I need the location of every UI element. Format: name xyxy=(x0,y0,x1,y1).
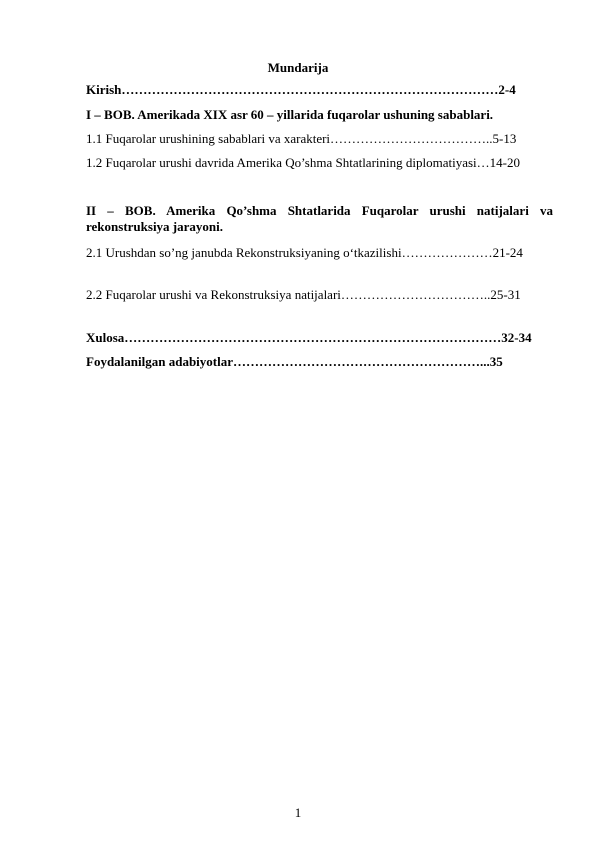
toc-entry-adabiyotlar: Foydalanilgan adabiyotlar…………………………………………………...35 xyxy=(86,354,503,369)
page-title: Mundarija xyxy=(267,60,329,75)
toc-entry-1-2: 1.2 Fuqarolar urushi davrida Amerika Qo’shma Shtatlarining diplomatiyasi…14-20 xyxy=(86,155,520,170)
page-number: 1 xyxy=(294,805,302,820)
toc-entry-kirish: Kirish……………………………………………………………………………2-4 xyxy=(86,82,516,97)
toc-entry-xulosa: Xulosa……………………………………………………………………………32-34 xyxy=(86,330,532,345)
toc-entry-1-1: 1.1 Fuqarolar urushining sabablari va xarakteri………………………………..5-13 xyxy=(86,131,517,146)
toc-entry-2-2: 2.2 Fuqarolar urushi va Rekonstruksiya natijalari……………………………..25-31 xyxy=(86,287,521,302)
toc-entry-2-1: 2.1 Urushdan so’ng janubda Rekonstruksiyaning o‘tkazilishi…………………21-24 xyxy=(86,245,523,260)
toc-entry-chapter-2: II – BOB. Amerika Qo’shma Shtatlarida Fuqarolar urushi natijalari va rekonstruksiya jarayoni. xyxy=(86,203,553,234)
toc-entry-chapter-1: I – BOB. Amerikada XIX asr 60 – yillarida fuqarolar ushuning sabablari. xyxy=(86,107,494,122)
